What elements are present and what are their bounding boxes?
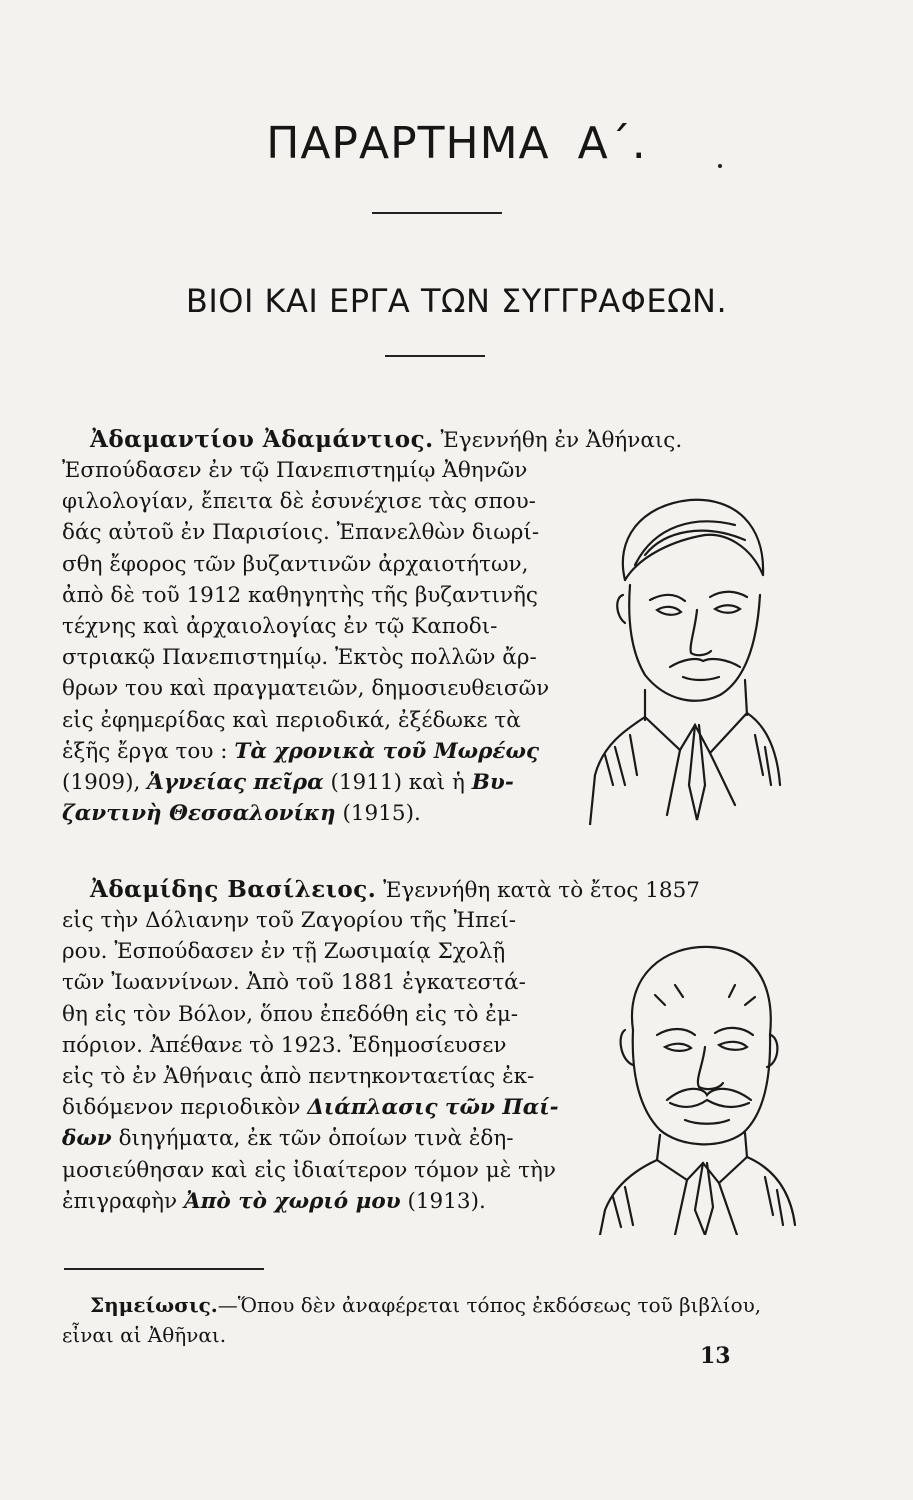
entry-line: δάς αὐτοῦ ἐν Παρισίοις. Ἐπανελθὼν διωρί- (62, 520, 540, 546)
page-subtitle: ΒΙΟΙ ΚΑΙ ΕΡΓΑ ΤΩΝ ΣΥΓΓΡΑΦΕΩΝ. (185, 282, 728, 320)
entry-line: σθη ἔφορος τῶν βυζαντινῶν ἀρχαιοτήτων, (62, 551, 529, 577)
print-speck (718, 164, 722, 168)
entry-line: πόριον. Ἀπέθανε τὸ 1923. Ἐδημοσίευσεν (62, 1032, 507, 1058)
work-title: Ἀπὸ τὸ χωριό μου (183, 1188, 401, 1214)
work-title: Βυ- (471, 770, 514, 796)
entry-text: διηγήματα, ἐκ τῶν ὁποίων τινὰ ἐδη- (111, 1126, 514, 1152)
entry-line: φιλολογίαν, ἔπειτα δὲ ἐσυνέχισε τὰς σπου- (62, 489, 536, 515)
page-title (0, 118, 913, 169)
entry-line (62, 767, 572, 798)
entry-line: στριακῷ Πανεπιστημίῳ. Ἐκτὸς πολλῶν ἄρ- (62, 645, 537, 671)
entry-line (62, 1092, 577, 1123)
work-title: δων (62, 1126, 112, 1152)
work-title: Ἁγνείας πεῖρα (147, 770, 324, 796)
entry-line: εἰς τὴν Δόλιανην τοῦ Ζαγορίου τῆς Ἠπεί- (62, 908, 517, 933)
entry-line (62, 1186, 577, 1217)
entry-name: Ἀδαμαντίου Ἀδαμάντιος. (90, 426, 434, 453)
title-text: ΠΑΡΑΡΤΗΜΑ (266, 118, 550, 169)
title-section: Α΄. (577, 118, 647, 169)
entry-text: διδόμενον περιοδικὸν (62, 1095, 308, 1121)
title-rule (372, 212, 502, 214)
entry-text: ἐπιγραφὴν (62, 1188, 184, 1214)
footnote-label: Σημείωσις. (90, 1293, 218, 1317)
entry-line: θη εἰς τὸν Βόλον, ὅπου ἐπεδόθη εἰς τὸ ἐμ- (62, 1001, 519, 1027)
footnote (62, 1290, 812, 1350)
entry-text: Ἐγεννήθη κατὰ τὸ ἔτος 1857 (383, 878, 700, 903)
entry-line (62, 798, 572, 829)
entry-line: εἰς τὸ ἐν Ἀθήναις ἀπὸ πεντηκονταετίας ἐκ- (62, 1064, 535, 1090)
footnote-text: εἶναι αἱ Ἀθῆναι. (62, 1323, 227, 1347)
entry-line: ἀπὸ δὲ τοῦ 1912 καθηγητὴς τῆς βυζαντινῆς (62, 582, 538, 608)
work-title: Τὰ χρονικὰ τοῦ Μωρέως (234, 738, 540, 764)
entry-text: (1913). (400, 1188, 486, 1214)
work-title: Διάπλασις τῶν Παί- (307, 1095, 559, 1121)
entry-line: ρου. Ἐσπούδασεν ἐν τῇ Ζωσιμαίᾳ Σχολῇ (62, 939, 506, 965)
portrait-adamantiou (585, 485, 785, 825)
entry-adamantiou (62, 424, 807, 456)
entry-line (62, 736, 572, 767)
work-title: ζαντινὴ Θεσσαλονίκη (62, 801, 336, 827)
footnote-text: —Ὅπου δὲν ἀναφέρεται τόπος ἐκδόσεως τοῦ βιβλίου, (217, 1293, 762, 1317)
entry-text: Ἐγεννήθη ἐν Ἀθήναις. (440, 428, 683, 453)
entry-text: (1909), (62, 770, 148, 796)
entry-adamantiou-body (62, 455, 572, 829)
entry-line: τῶν Ἰωαννίνων. Ἀπὸ τοῦ 1881 ἐγκατεστά- (62, 970, 526, 996)
entry-adamidis-body (62, 905, 577, 1217)
entry-text: ἑξῆς ἔργα του : (62, 738, 235, 764)
entry-adamidis (62, 874, 807, 906)
footnote-rule (64, 1268, 264, 1270)
portrait-adamidis (595, 935, 800, 1235)
entry-line: θρων του καὶ πραγματειῶν, δημοσιευθεισῶν (62, 676, 550, 702)
entry-line: εἰς ἐφημερίδας καὶ περιοδικά, ἐξέδωκε τὰ (62, 707, 521, 733)
entry-line (62, 1123, 577, 1154)
entry-line: Ἐσπούδασεν ἐν τῷ Πανεπιστημίῳ Ἀθηνῶν (62, 458, 528, 483)
entry-text: (1915). (335, 801, 421, 827)
entry-line: μοσιεύθησαν καὶ εἰς ἰδιαίτερον τόμον μὲ τὴν (62, 1157, 556, 1183)
subtitle-rule (385, 355, 485, 357)
page-number: 13 (700, 1343, 731, 1369)
entry-text: (1911) καὶ ἡ (323, 770, 472, 796)
entry-line: τέχνης καὶ ἀρχαιολογίας ἐν τῷ Καποδι- (62, 614, 498, 640)
entry-name: Ἀδαμίδης Βασίλειος. (90, 876, 377, 903)
